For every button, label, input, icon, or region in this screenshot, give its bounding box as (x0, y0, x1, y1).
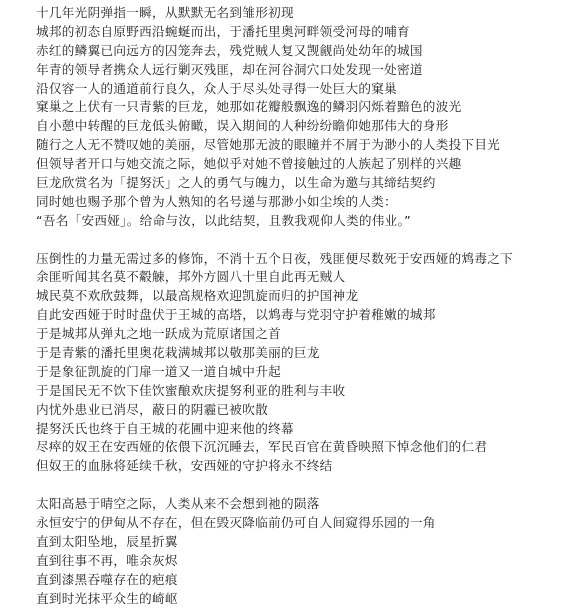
text-line: 太阳高悬于晴空之际，人类从来不会想到祂的陨落 (36, 496, 320, 512)
stanza-break (36, 476, 572, 495)
text-line: 提努沃氏也终于自王城的花圃中迎来他的终幕 (36, 420, 294, 436)
text-line: 城邦的初态自原野西沿蜿蜒而出，于潘托里奥河畔领受河母的哺育 (36, 23, 410, 39)
text-line: 内忧外患业已消尽，蔽日的阴霾已被吹散 (36, 401, 269, 417)
text-line: 窠巢之上伏有一只青紫的巨龙，她那如花瓣般飘逸的鳞羽闪烁着黯色的波光 (36, 99, 462, 115)
text-line: 自小憩中转醒的巨龙低头俯瞰，误入期间的人种纷纷瞻仰她那伟大的身形 (36, 118, 449, 134)
text-line: 永恒安宁的伊甸从不存在，但在毁灭降临前仍可自人间窥得乐园的一角 (36, 515, 436, 531)
text-line: 直到太阳坠地，辰星折翼 (36, 533, 178, 549)
stanza-2 (36, 250, 572, 477)
text-line: 于是象征凯旋的门扉一道又一道自城中升起 (36, 363, 281, 379)
text-line: 城民莫不欢欣鼓舞，以最高规格欢迎凯旋而归的护国神龙 (36, 288, 359, 304)
text-line: 于是城邦从弹丸之地一跃成为荒原诸国之首 (36, 326, 281, 342)
text-line: 赤红的鳞翼已向远方的囚笼奔去，残党贼人复又觊觎尚处幼年的城国 (36, 42, 423, 58)
text-line: “吾名「安西娅」。给命与汝，以此结契，且教我观仰人类的伟业。” (36, 212, 411, 228)
text-line: 于是青紫的潘托里奥花栽满城邦以敬那美丽的巨龙 (36, 345, 320, 361)
text-line: 巨龙欣赏名为「提努沃」之人的勇气与魄力，以生命为邀与其缔结契约 (36, 175, 436, 191)
stanza-3 (36, 495, 572, 608)
text-line: 但领导者开口与她交流之际，她似乎对她不曾接触过的人族起了别样的兴趣 (36, 156, 462, 172)
text-line: 压倒性的力量无需过多的修饰，不消十五个日夜，残匪便尽数死于安西娅的鸩毒之下 (36, 250, 514, 266)
text-line: 余匪听闻其名莫不觳觫，邦外方圆八十里自此再无贼人 (36, 269, 346, 285)
text-line: 随行之人无不赞叹她的美丽，尽管她那无波的眼瞳并不屑于为渺小的人类投下目光 (36, 137, 501, 153)
text-line: 尽瘁的奴王在安西娅的依偎下沉沉睡去，军民百官在黄昏映照下悼念他们的仁君 (36, 439, 488, 455)
text-line: 沿仅容一人的通道前行良久，众人于尽头处寻得一处巨大的窠巢 (36, 80, 398, 96)
text-line: 自此安西娅于时时盘伏于王城的高塔，以鸩毒与党羽守护着稚嫩的城邦 (36, 307, 436, 323)
text-line: 直到时光抹平众生的崎岖 (36, 590, 178, 606)
text-line: 直到往事不再，唯余灰烬 (36, 552, 178, 568)
text-line: 于是国民无不饮下佳饮蜜酿欢庆提努利亚的胜利与丰收 (36, 382, 346, 398)
stanza-break (36, 231, 572, 250)
stanza-1 (36, 4, 572, 231)
text-line: 十几年光阴弹指一瞬，从默默无名到雏形初现 (36, 5, 294, 20)
text-line: 年青的领导者携众人远行剿灭残匪，却在河谷洞穴口处发现一处密道 (36, 61, 423, 77)
text-line: 直到漆黑吞噬存在的疤痕 (36, 571, 178, 587)
text-line: 同时她也赐予那个曾为人熟知的名号递与那渺小如尘埃的人类： (36, 193, 398, 209)
text-line: 但奴王的血脉将延续千秋，安西娅的守护将永不终结 (36, 458, 333, 474)
